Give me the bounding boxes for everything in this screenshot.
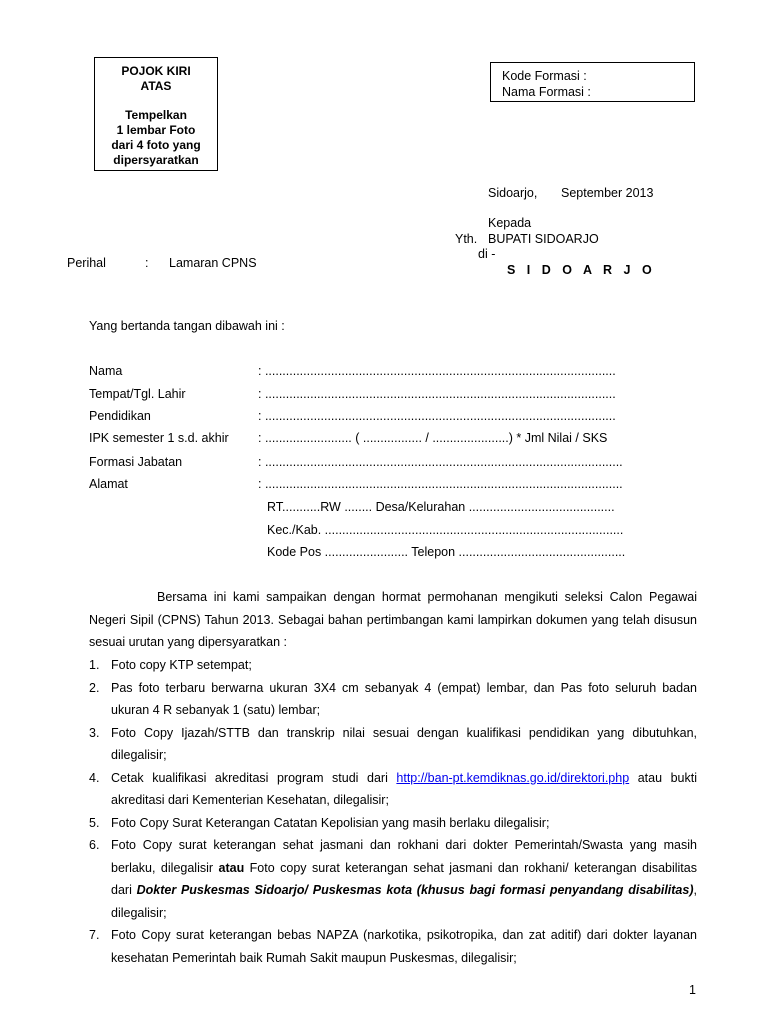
list-item: 2. Pas foto terbaru berwarna ukuran 3X4 cm sebanyak 4 (empat) lembar, dan Pas foto seluruh badan ukuran 4 R sebanyak 1 (satu) lembar; (89, 680, 697, 717)
field-value-alamat: : ....................................................................................................... (258, 477, 623, 491)
field-value-pendidikan: : ..................................................................................................... (258, 409, 616, 423)
field-label-alamat: Alamat (89, 477, 128, 491)
list-item: 5. Foto Copy Surat Keterangan Catatan Kepolisian yang masih berlaku dilegalisir; (89, 815, 550, 830)
recipient-yth: Yth. (455, 232, 478, 246)
field-value-ipk: : ......................... ( ................. / ......................) * Jml Nilai / SKS (258, 431, 608, 445)
photo-box-line: ATAS (140, 79, 172, 93)
field-label-nama: Nama (89, 364, 123, 378)
photo-box-line: Tempelkan (125, 108, 187, 122)
formation-code-box (490, 62, 695, 102)
field-value-ttl: : ..................................................................................................... (258, 387, 616, 401)
field-value-formasi: : ....................................................................................................... (258, 455, 623, 469)
kode-formasi-label: Kode Formasi : (502, 69, 587, 83)
photo-box-line: 1 lembar Foto (116, 123, 196, 137)
field-value-nama: : ..................................................................................................... (258, 364, 616, 378)
recipient-name: BUPATI SIDOARJO (488, 232, 599, 246)
page-number: 1 (689, 983, 696, 997)
field-label-pendidikan: Pendidikan (89, 409, 151, 423)
field-label-ttl: Tempat/Tgl. Lahir (89, 387, 186, 401)
photo-box-line: dari 4 foto yang (111, 138, 201, 152)
photo-placeholder-box (94, 57, 218, 171)
date-city: Sidoarjo, (488, 186, 538, 200)
body-paragraph-text: Bersama ini kami sampaikan dengan hormat permohanan mengikuti seleksi Calon Pegawai Negeri Sipil (CPNS) Tahun 2013. Sebagai bahan pertimbangan kami lampirkan dokumen yang telah disusun sesuai urutan yang dipersyaratkan : (89, 590, 697, 649)
list-item: 6. Foto Copy surat keterangan sehat jasmani dan rokhani dari dokter Pemerintah/Swasta yang masih berlaku, dilegalisir atau Foto copy surat keterangan sehat jasmani dan rokhani/ keterangan disabilitas dari Dokter Puskesmas Sidoarjo/ Puskesmas kota (khusus bagi formasi penyandang disabilitas), dilegalisir; (89, 838, 697, 920)
perihal-value: Lamaran CPNS (169, 256, 257, 270)
recipient-kepada: Kepada (488, 216, 532, 230)
body-paragraph (89, 586, 697, 654)
date-month-year: September 2013 (561, 186, 654, 200)
field-label-formasi: Formasi Jabatan (89, 455, 183, 469)
recipient-city: S I D O A R J O (507, 263, 656, 277)
list-item: 4. Cetak kualifikasi akreditasi program studi dari http://ban-pt.kemdiknas.go.id/direktori.php atau bukti akreditasi dari Kementerian Kesehatan, dilegalisir; (89, 770, 697, 807)
photo-box-line: POJOK KIRI (121, 64, 191, 78)
requirements-list (89, 654, 697, 969)
list-item: 7. Foto Copy surat keterangan bebas NAPZA (narkotika, psikotropika, dan zat aditif) dari dokter layanan kesehatan Pemerintah baik Rumah Sakit maupun Puskesmas, dilegalisir; (89, 928, 697, 965)
nama-formasi-label: Nama Formasi : (502, 85, 591, 99)
recipient-di: di - (478, 247, 496, 261)
address-line-kec-kab: Kec./Kab. ...................................................................................... (267, 523, 624, 537)
photo-box-line: dipersyaratkan (113, 153, 199, 167)
perihal-label: Perihal (67, 256, 106, 270)
akreditasi-link[interactable]: http://ban-pt.kemdiknas.go.id/direktori.php (396, 770, 630, 785)
perihal-colon: : (145, 256, 149, 270)
list-item: 1. Foto copy KTP setempat; (89, 658, 252, 672)
list-item: 3. Foto Copy Ijazah/STTB dan transkrip nilai sesuai dengan kualifikasi pendidikan yang dibutuhkan, dilegalisir; (89, 725, 697, 762)
address-line-kodepos-telepon: Kode Pos ........................ Telepon ................................................ (267, 545, 626, 559)
address-line-rt-rw: RT...........RW ........ Desa/Kelurahan .......................................... (267, 500, 615, 514)
field-label-ipk: IPK semester 1 s.d. akhir (89, 431, 229, 445)
intro-text: Yang bertanda tangan dibawah ini : (89, 319, 285, 333)
